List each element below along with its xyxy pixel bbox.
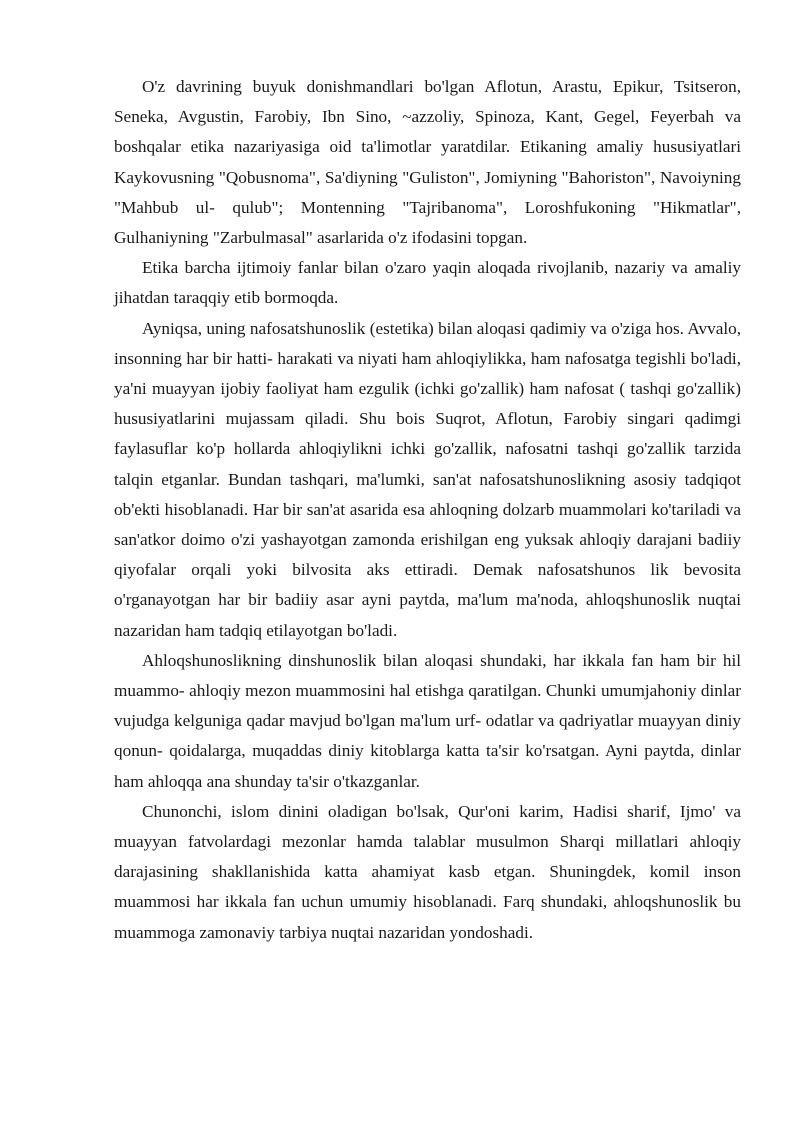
paragraph-philosophers: O'z davrining buyuk donishmandlari bo'lgan Aflotun, Arastu, Epikur, Tsitseron, Seneka, Avgustin, Farobiy, Ibn Sino, ~azzoliy, Spinoza, Kant, Gegel, Feyerbah va boshqalar etika nazariyasiga oid ta'limotlar yaratdilar. Etikaning amaliy hususiyatlari Kaykovusning "Qobusnoma", Sa'diyning "Guliston", Jomiyning "Bahoriston", Navoiyning "Mahbub ul- qulub"; Montenning "Tajribanoma", Loroshfukoning "Hikmatlar", Gulhaniyning "Zarbulmasal" asarlarida o'z ifodasini topgan. (114, 77, 741, 248)
paragraph-social-sciences: Etika barcha ijtimoiy fanlar bilan o'zaro yaqin aloqada rivojlanib, nazariy va amaliy jihatdan taraqqiy etib bormoqda. (114, 258, 741, 308)
document-page (114, 72, 741, 948)
paragraph-religious-studies: Ahloqshunoslikning dinshunoslik bilan aloqasi shundaki, har ikkala fan ham bir hil muammo- ahloqiy mezon muammosini hal etishga qaratilgan. Chunki umumjahoniy dinlar vujudga kelguniga qadar mavjud bo'lgan ma'lum urf- odatlar va qadriyatlar muayyan diniy qonun- qoidalarga, muqaddas diniy kitoblarga katta ta'sir ko'rsatgan. Ayni paytda, dinlar ham ahloqqa ana shunday ta'sir o'tkazganlar. (114, 650, 741, 791)
paragraph-islam: Chunonchi, islom dinini oladigan bo'lsak, Qur'oni karim, Hadisi sharif, Ijmo' va muayyan fatvolardagi mezonlar hamda talablar musulmon Sharqi millatlari ahloqiy darajasining shakllanishida katta ahamiyat kasb etgan. Shuningdek, komil inson muammosi har ikkala fan uchun umumiy hisoblanadi. Farq shundaki, ahloqshunoslik bu muammoga zamonaviy tarbiya nuqtai nazaridan yondoshadi. (114, 801, 741, 942)
paragraph-aesthetics: Ayniqsa, uning nafosatshunoslik (estetika) bilan aloqasi qadimiy va o'ziga hos. Avvalo, insonning har bir hatti- harakati va niyati ham ahloqiylikka, ham nafosatga tegishli bo'ladi, ya'ni muayyan ijobiy faoliyat ham ezgulik (ichki go'zallik) ham nafosat ( tashqi go'zallik) hususiyatlarini mujassam qiladi. Shu bois Suqrot, Aflotun, Farobiy singari qadimgi faylasuflar ko'p hollarda ahloqiylikni ichki go'zallik, nafosatni tashqi go'zallik tarzida talqin etganlar. Bundan tashqari, ma'lumki, san'at nafosatshunoslikning asosiy tadqiqot ob'ekti hisoblanadi. Har bir san'at asarida esa ahloqning dolzarb muammolari ko'tariladi va san'atkor doimo o'zi yashayotgan zamonda erishilgan eng yuksak ahloqiy darajani badiiy qiyofalar orqali yoki bilvosita aks ettiradi. Demak nafosatshunos lik bevosita o'rganayotgan har bir badiiy asar ayni paytda, ma'lum ma'noda, ahloqshunoslik nuqtai nazaridan ham tadqiq etilayotgan bo'ladi. (114, 318, 741, 640)
